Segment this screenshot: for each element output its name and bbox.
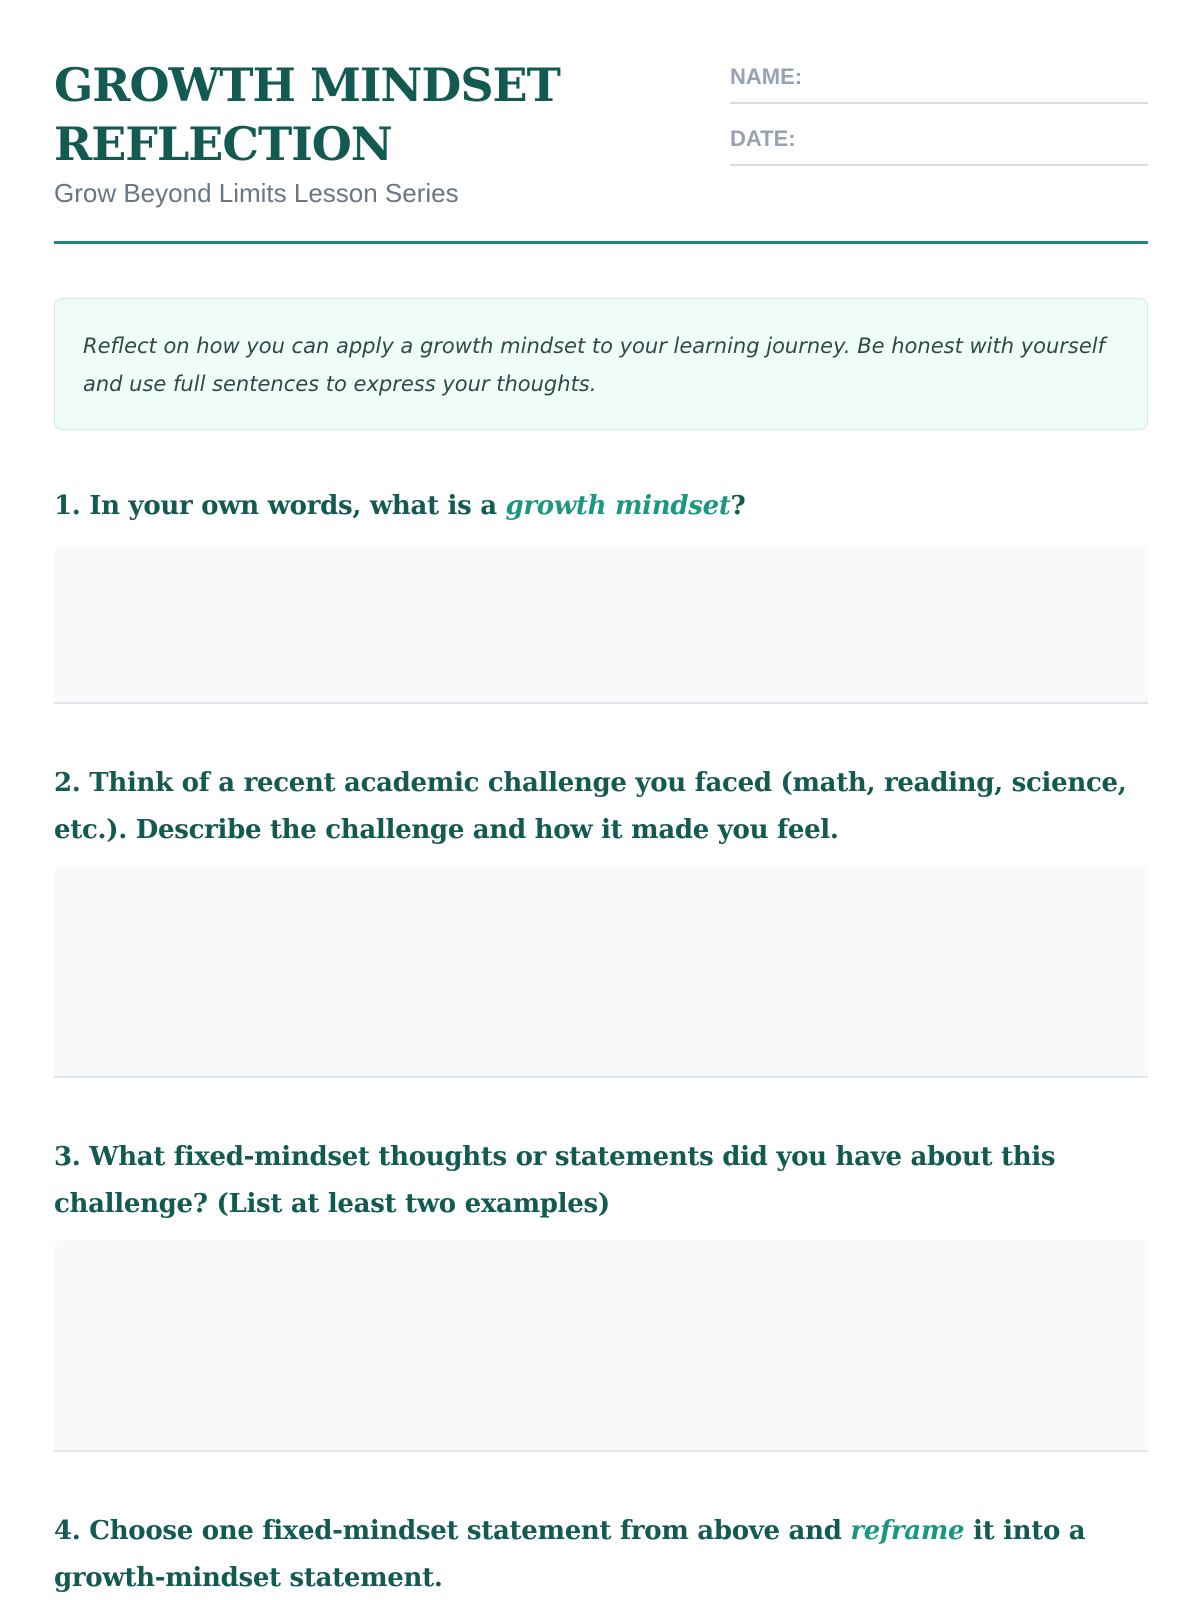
answer-box-3[interactable] (54, 1240, 1148, 1452)
question-3-text: 3. What fixed-mindset thoughts or statements did you have about this challenge? (List at least two examples) (54, 1142, 1056, 1219)
question-2-text: 2. Think of a recent academic challenge you faced (math, reading, science, etc.). Describe the challenge and how it made you feel. (54, 768, 1127, 845)
question-3 (54, 1134, 1148, 1228)
question-4-suffix: it into a growth-mindset statement. (54, 1516, 1086, 1593)
date-field[interactable] (730, 120, 1148, 166)
answer-box-1[interactable] (54, 546, 1148, 704)
question-4-text: 4. Choose one fixed-mindset statement from above and (54, 1516, 851, 1546)
worksheet-header (54, 56, 1148, 244)
question-1 (54, 483, 1148, 530)
name-label: NAME: (730, 64, 803, 89)
title-line-1: GROWTH MINDSET (54, 58, 560, 112)
question-1-suffix: ? (730, 491, 746, 521)
instructions-box: Reflect on how you can apply a growth mindset to your learning journey. Be honest with yourself and use full sentences to express your thoughts. (54, 298, 1148, 430)
question-2 (54, 760, 1148, 854)
title-line-2: REFLECTION (54, 117, 392, 171)
question-1-text: 1. In your own words, what is a (54, 491, 506, 521)
lesson-series-subtitle: Grow Beyond Limits Lesson Series (54, 178, 459, 208)
answer-box-2[interactable] (54, 866, 1148, 1078)
worksheet-page (54, 0, 1148, 1600)
page-title (54, 56, 694, 174)
date-label: DATE: (730, 126, 796, 151)
question-4 (54, 1508, 1148, 1600)
question-4-emphasis: reframe (850, 1516, 965, 1546)
name-field[interactable] (730, 58, 1148, 104)
question-1-emphasis: growth mindset (505, 491, 731, 521)
